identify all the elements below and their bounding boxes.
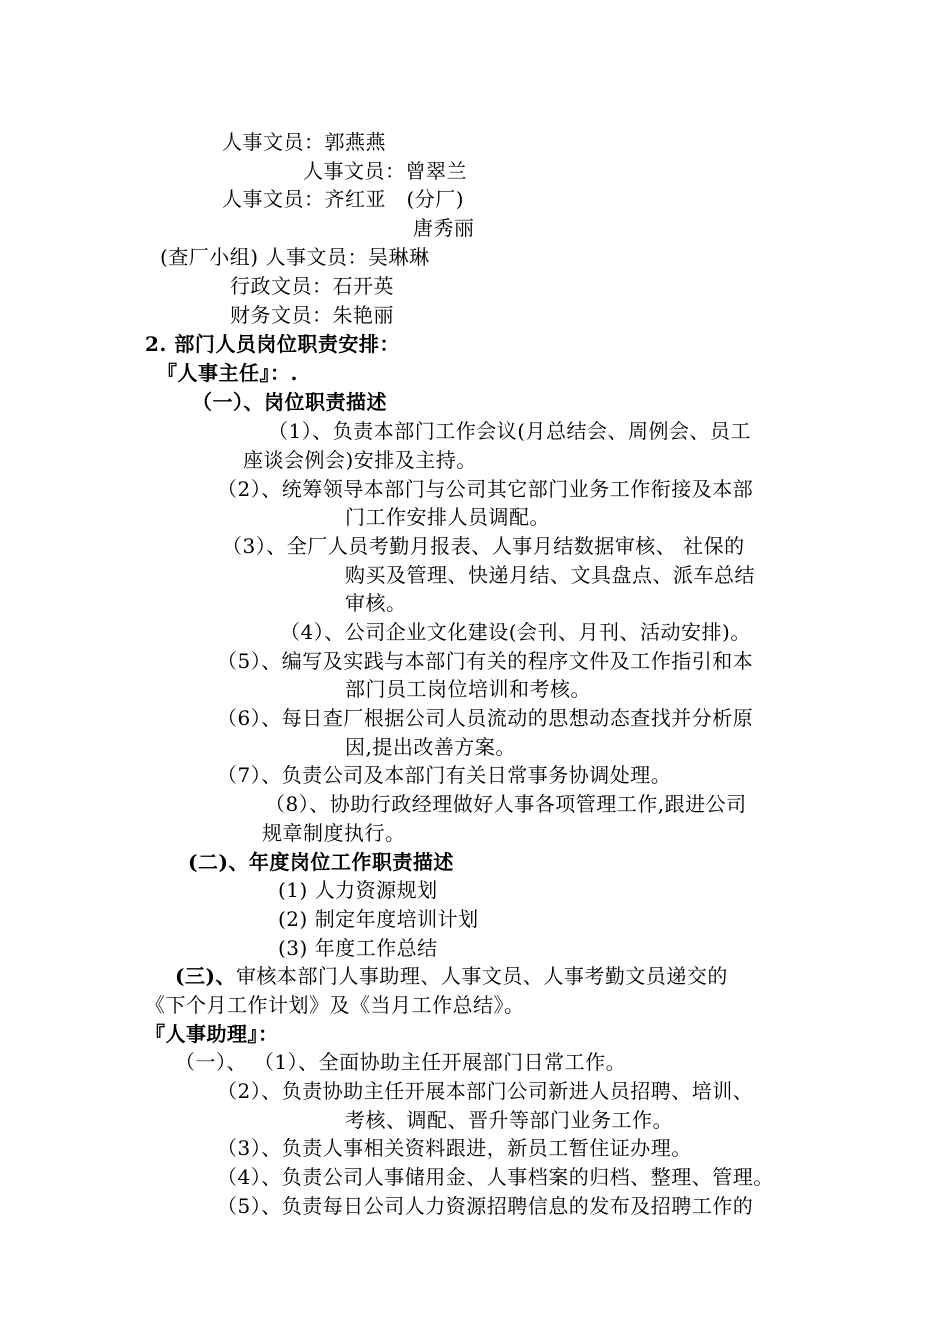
staff-line-guo: 人事文员：郭燕燕 (222, 130, 386, 154)
duty-item-6b: 因,提出改善方案。 (345, 735, 516, 759)
hr-assistant-title: 『人事助理』： (145, 1022, 279, 1046)
hr-director-title: 『人事主任』：. (157, 361, 298, 385)
assistant-item-2b: 考核、调配、晋升等部门业务工作。 (345, 1108, 673, 1132)
duty-item-1a: （1）、负责本部门工作会议(月总结会、周例会、员工 (268, 419, 752, 443)
part3-label: (三)、 (175, 964, 236, 988)
assistant-item-4: （4）、负责公司人事储用金、人事档案的归档、整理、管理。 (217, 1165, 774, 1189)
duty-item-1b: 座谈会例会)安排及主持。 (243, 448, 477, 472)
part3-line-a (175, 962, 728, 991)
staff-line-zeng: 人事文员：曾翠兰 (303, 159, 467, 183)
staff-line-zhu: 财务文员：朱艳丽 (230, 303, 394, 327)
duty-item-8b: 规章制度执行。 (262, 821, 406, 845)
part3-text-a: 审核本部门人事助理、人事文员、人事考勤文员递交的 (235, 964, 728, 988)
staff-line-wu: (查厂小组) 人事文员：吴琳琳 (160, 245, 430, 269)
staff-line-qi: 人事文员：齐红亚 (分厂) (222, 187, 465, 211)
part2-heading: (二)、年度岗位工作职责描述 (188, 850, 454, 874)
duty-item-7: （7）、负责公司及本部门有关日常事务协调处理。 (217, 763, 672, 787)
section-title: 2. 部门人员岗位职责安排： (145, 332, 400, 356)
annual-item-1: (1) 人力资源规划 (278, 878, 438, 902)
staff-line-shi: 行政文员：石开英 (230, 274, 394, 298)
duty-item-3c: 审核。 (345, 591, 407, 615)
annual-item-2: (2) 制定年度培训计划 (278, 907, 479, 931)
duty-item-3b: 购买及管理、快递月结、文具盘点、派车总结 (345, 563, 755, 587)
duty-item-4: （4）、公司企业文化建设(会刊、月刊、活动安排)。 (280, 620, 751, 644)
duty-item-2a: （2）、统筹领导本部门与公司其它部门业务工作衔接及本部 (217, 477, 754, 501)
part3-line-b: 《下个月工作计划》及《当月工作总结》。 (145, 993, 525, 1017)
assistant-item-3: （3）、负责人事相关资料跟进，新员工暂住证办理。 (217, 1136, 692, 1160)
part1-heading: （一）、岗位职责描述 (192, 390, 387, 414)
assistant-item-2a: （2）、负责协助主任开展本部门公司新进人员招聘、培训、 (217, 1079, 754, 1103)
staff-line-tang: 唐秀丽 (413, 216, 475, 240)
duty-item-5a: （5）、编写及实践与本部门有关的程序文件及工作指引和本 (217, 649, 754, 673)
duty-item-3a: （3）、全厂人员考勤月报表、人事月结数据审核、 社保的 (222, 534, 745, 558)
assistant-item-5: （5）、负责每日公司人力资源招聘信息的发布及招聘工作的 (217, 1194, 754, 1218)
assistant-item-1: （一）、 （1）、全面协助主任开展部门日常工作。 (175, 1050, 627, 1074)
duty-item-8a: （8）、协助行政经理做好人事各项管理工作,跟进公司 (265, 792, 747, 816)
duty-item-5b: 部门员工岗位培训和考核。 (345, 677, 591, 701)
duty-item-6a: （6）、每日查厂根据公司人员流动的思想动态查找并分析原 (217, 706, 754, 730)
annual-item-3: (3) 年度工作总结 (278, 936, 438, 960)
duty-item-2b: 门工作安排人员调配。 (345, 505, 550, 529)
